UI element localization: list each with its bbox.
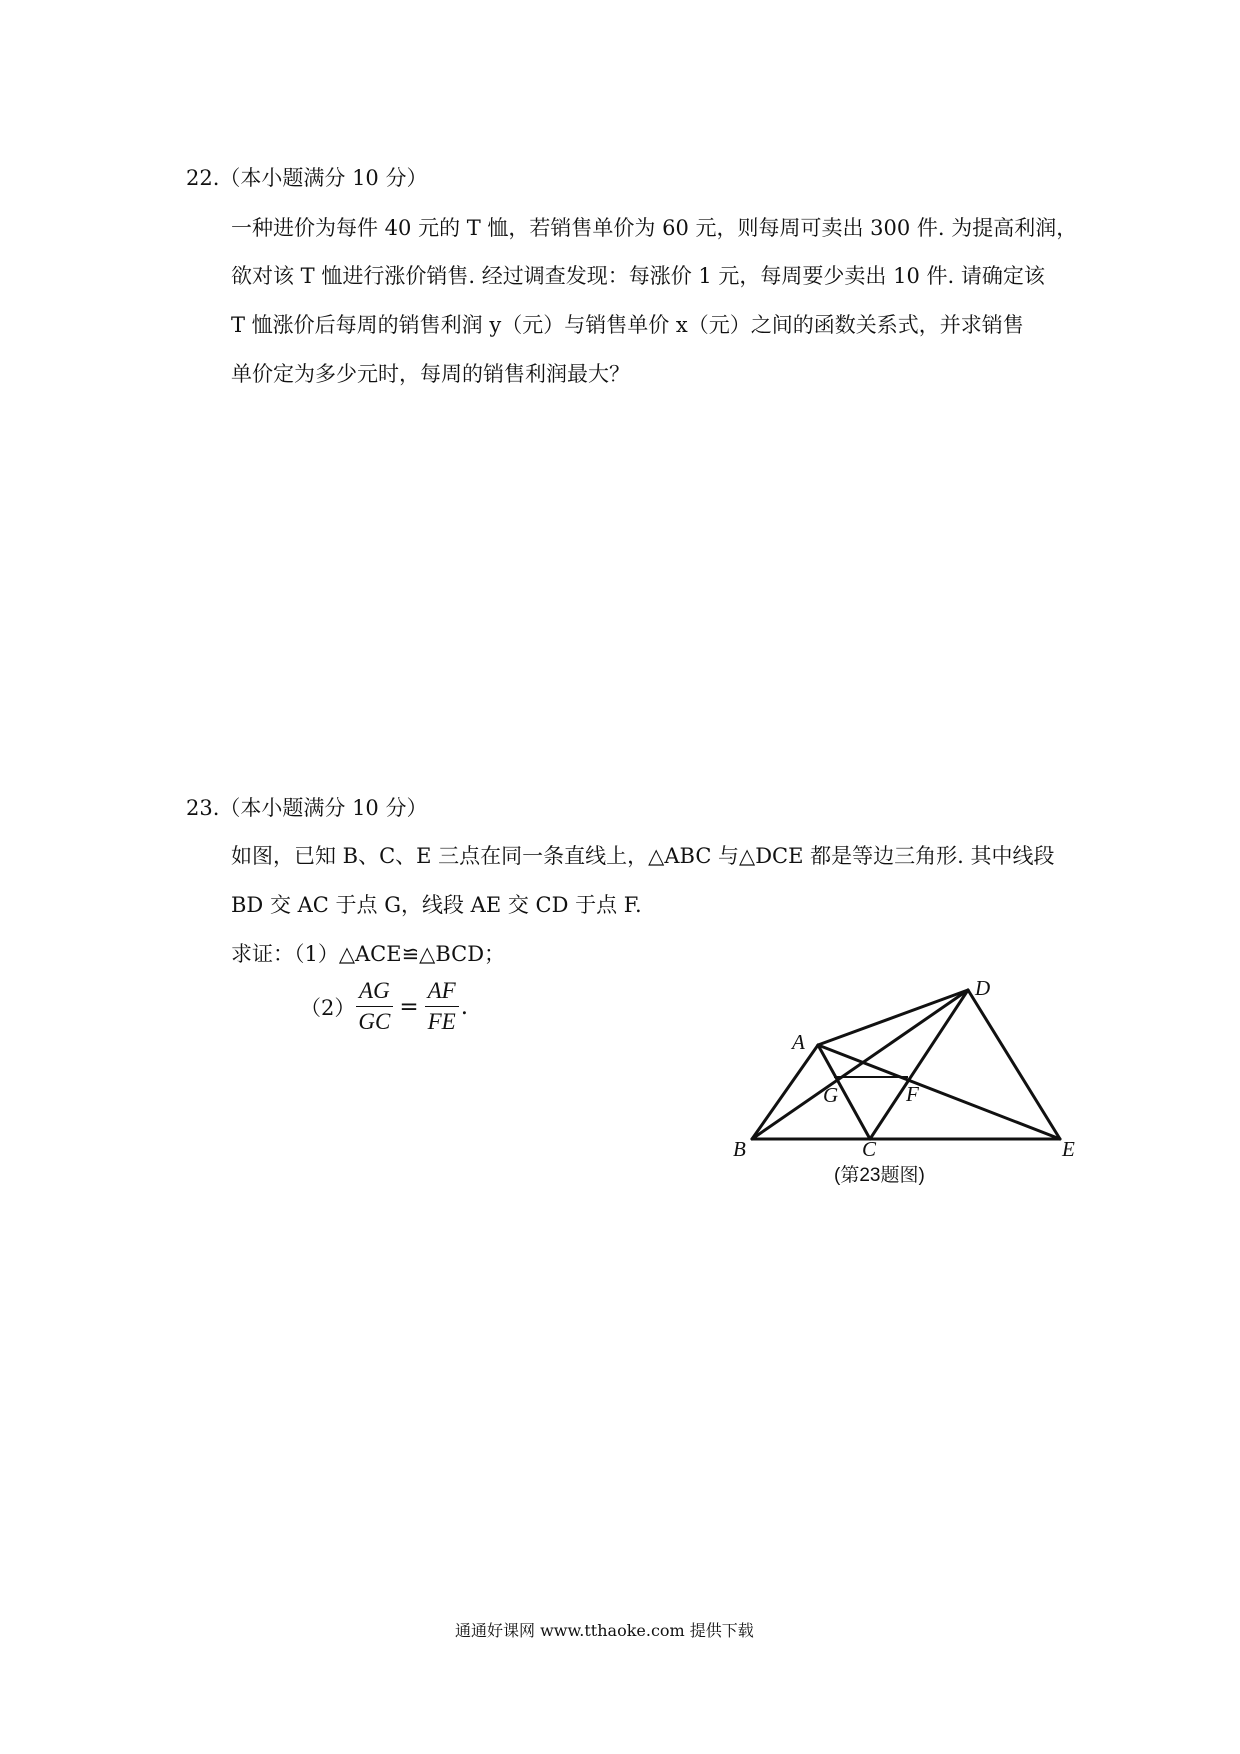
segment-ad [818, 990, 968, 1045]
q22-line-2: 欲对该 T 恤进行涨价销售. 经过调查发现：每涨价 1 元，每周要少卖出 10 件. 请确定该 [231, 264, 1045, 288]
label-f: F [906, 1082, 919, 1106]
segment-ae [818, 1045, 1060, 1139]
q22-line-3: T 恤涨价后每周的销售利润 y（元）与销售单价 x（元）之间的函数关系式，并求销售 [231, 313, 1024, 337]
figure-caption: (第23题图) [834, 1165, 925, 1186]
label-b: B [733, 1137, 746, 1161]
page-footer: 通通好课网 www.tthaoke.com 提供下载 [455, 1621, 754, 1640]
label-c: C [862, 1137, 877, 1161]
fraction-ag-numerator: AG [356, 978, 393, 1007]
q23-proof-intro: 求证：（1）△ACE≌△BCD； [231, 942, 506, 966]
segment-de [968, 990, 1060, 1139]
fraction-ag-gc [355, 978, 393, 1035]
q23-part2 [300, 978, 468, 1035]
segment-bd [752, 990, 968, 1139]
q22-line-1: 一种进价为每件 40 元的 T 恤，若销售单价为 60 元，则每周可卖出 300 件. 为提高利润， [231, 216, 1078, 240]
label-g: G [823, 1083, 839, 1107]
equals-sign: = [399, 993, 419, 1020]
fraction-gc-denominator: GC [358, 1009, 391, 1034]
segment-cd [870, 990, 968, 1139]
fraction-af-numerator: AF [425, 978, 459, 1007]
label-a: A [792, 1030, 805, 1054]
period: . [460, 993, 469, 1020]
q22-header: 22.（本小题满分 10 分） [186, 166, 428, 190]
q23-line-2: BD 交 AC 于点 G，线段 AE 交 CD 于点 F. [231, 893, 642, 917]
q22-line-4: 单价定为多少元时，每周的销售利润最大？ [231, 362, 630, 386]
fraction-fe-denominator: FE [427, 1009, 456, 1034]
q23-header: 23.（本小题满分 10 分） [186, 796, 428, 820]
segment-ab [752, 1045, 818, 1139]
q23-line-1: 如图，已知 B、C、E 三点在同一条直线上，△ABC 与△DCE 都是等边三角形. 其中线段 [231, 844, 1055, 868]
label-e: E [1062, 1137, 1075, 1161]
q23-part2-label: （2） [300, 995, 356, 1020]
label-d: D [975, 976, 991, 1000]
fraction-af-fe [425, 978, 459, 1035]
